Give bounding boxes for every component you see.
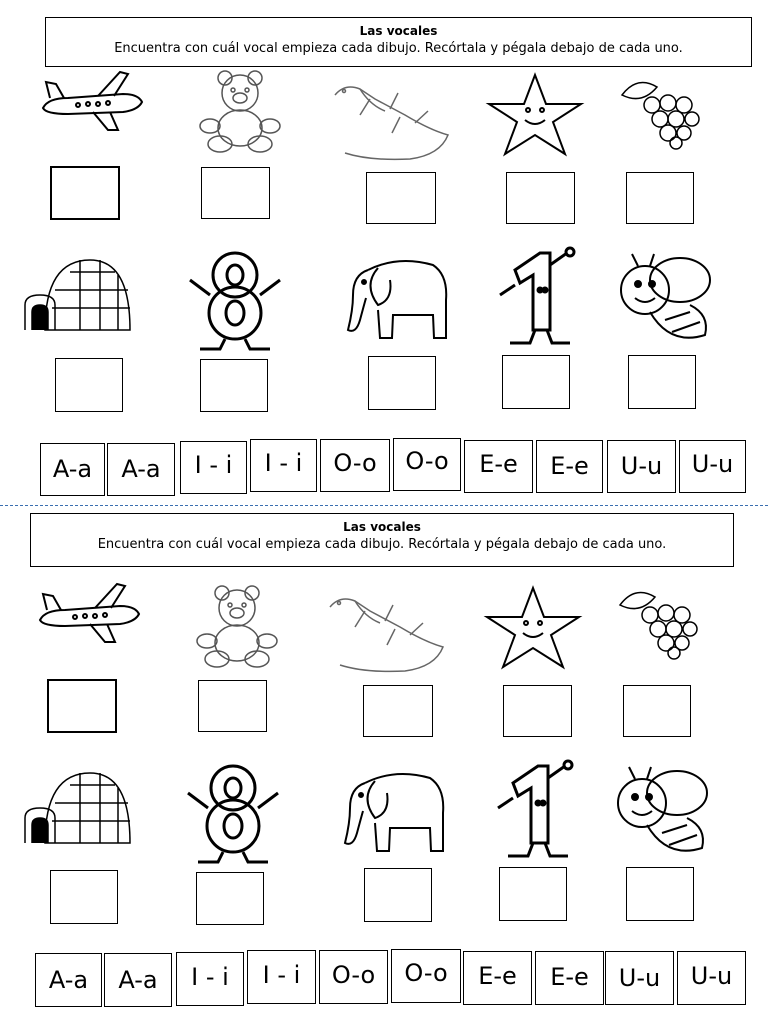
card-label: E-e bbox=[550, 452, 589, 480]
star-icon bbox=[483, 585, 583, 670]
teddy-bear-icon bbox=[195, 68, 285, 153]
airplane-icon bbox=[35, 580, 145, 648]
answer-box-airplane[interactable] bbox=[50, 166, 120, 220]
bee-icon bbox=[607, 763, 712, 863]
answer-box-eight[interactable] bbox=[200, 359, 268, 412]
vowel-card-o[interactable] bbox=[393, 438, 461, 491]
igloo-icon bbox=[20, 763, 135, 848]
card-label: A-a bbox=[121, 455, 161, 483]
vowel-card-i[interactable] bbox=[250, 439, 317, 492]
answer-box-elephant[interactable] bbox=[364, 868, 432, 922]
vowel-card-a[interactable] bbox=[107, 443, 175, 496]
card-label: O-o bbox=[404, 959, 448, 987]
answer-box-elephant[interactable] bbox=[368, 356, 436, 410]
worksheet-title: Las vocales bbox=[343, 520, 421, 534]
answer-box-teddy-bear[interactable] bbox=[201, 167, 270, 219]
elephant-icon bbox=[335, 763, 450, 858]
igloo-icon bbox=[20, 250, 135, 335]
card-label: I - i bbox=[262, 961, 301, 989]
vowel-card-o[interactable] bbox=[391, 949, 461, 1003]
card-label: O-o bbox=[333, 449, 377, 477]
vowel-card-a[interactable] bbox=[104, 953, 172, 1007]
card-label: O-o bbox=[405, 447, 449, 475]
lizard-icon bbox=[330, 75, 455, 165]
answer-box-igloo[interactable] bbox=[55, 358, 123, 412]
worksheet-title: Las vocales bbox=[359, 24, 438, 38]
number-eight-icon bbox=[180, 245, 290, 355]
instructions-box bbox=[45, 17, 752, 67]
vowel-card-e[interactable] bbox=[535, 951, 604, 1005]
vowel-card-u[interactable] bbox=[677, 951, 746, 1005]
number-one-icon bbox=[495, 245, 580, 350]
vowel-card-i[interactable] bbox=[180, 441, 247, 494]
vowel-card-u[interactable] bbox=[607, 440, 676, 493]
card-label: E-e bbox=[550, 963, 589, 991]
answer-box-lizard[interactable] bbox=[366, 172, 436, 224]
answer-box-one[interactable] bbox=[499, 867, 567, 921]
answer-box-grapes[interactable] bbox=[623, 685, 691, 737]
card-label: U-u bbox=[618, 964, 661, 992]
card-label: A-a bbox=[52, 455, 93, 483]
answer-box-one[interactable] bbox=[502, 355, 570, 409]
vowel-card-o[interactable] bbox=[319, 950, 388, 1004]
card-label: O-o bbox=[331, 961, 376, 989]
answer-box-airplane[interactable] bbox=[47, 679, 117, 733]
card-label: E-e bbox=[478, 962, 517, 990]
vowel-card-u[interactable] bbox=[605, 951, 674, 1005]
answer-box-star[interactable] bbox=[506, 172, 575, 224]
number-one-icon bbox=[493, 758, 578, 863]
vowel-card-o[interactable] bbox=[320, 439, 390, 492]
card-label: U-u bbox=[620, 452, 663, 480]
vowel-card-e[interactable] bbox=[464, 440, 533, 493]
card-label: A-a bbox=[118, 966, 158, 994]
lizard-icon bbox=[325, 587, 450, 677]
answer-box-lizard[interactable] bbox=[363, 685, 433, 737]
vowel-card-e[interactable] bbox=[463, 951, 532, 1005]
vowel-card-e[interactable] bbox=[536, 440, 603, 493]
number-eight-icon bbox=[178, 758, 288, 868]
grapes-icon bbox=[612, 75, 702, 150]
elephant-icon bbox=[338, 250, 453, 345]
worksheet-bottom bbox=[0, 505, 768, 1010]
worksheet-instruction: Encuentra con cuál vocal empieza cada dibujo. Recórtala y pégala debajo de cada uno. bbox=[114, 41, 683, 56]
answer-box-bee[interactable] bbox=[628, 355, 696, 409]
card-label: U-u bbox=[691, 450, 734, 478]
vowel-card-a[interactable] bbox=[40, 443, 105, 496]
vowel-card-u[interactable] bbox=[679, 440, 746, 493]
answer-box-eight[interactable] bbox=[196, 872, 264, 925]
grapes-icon bbox=[610, 585, 700, 660]
card-label: I - i bbox=[194, 451, 233, 479]
card-label: I - i bbox=[191, 963, 229, 991]
answer-box-teddy-bear[interactable] bbox=[198, 680, 267, 732]
teddy-bear-icon bbox=[192, 583, 282, 668]
answer-box-bee[interactable] bbox=[626, 867, 694, 921]
vowel-card-i[interactable] bbox=[247, 950, 316, 1004]
star-icon bbox=[485, 72, 585, 157]
airplane-icon bbox=[38, 68, 148, 136]
card-label: U-u bbox=[690, 962, 733, 990]
worksheet-instruction: Encuentra con cuál vocal empieza cada dibujo. Recórtala y pégala debajo de cada uno. bbox=[97, 537, 667, 552]
answer-box-grapes[interactable] bbox=[626, 172, 694, 224]
card-label: A-a bbox=[48, 966, 89, 994]
vowel-card-i[interactable] bbox=[176, 952, 244, 1006]
answer-box-star[interactable] bbox=[503, 685, 572, 737]
worksheet-top bbox=[0, 0, 768, 505]
instructions-box bbox=[30, 513, 734, 567]
card-label: I - i bbox=[264, 449, 303, 477]
answer-box-igloo[interactable] bbox=[50, 870, 118, 924]
vowel-card-a[interactable] bbox=[35, 953, 102, 1007]
card-label: E-e bbox=[479, 450, 518, 478]
bee-icon bbox=[610, 250, 715, 350]
